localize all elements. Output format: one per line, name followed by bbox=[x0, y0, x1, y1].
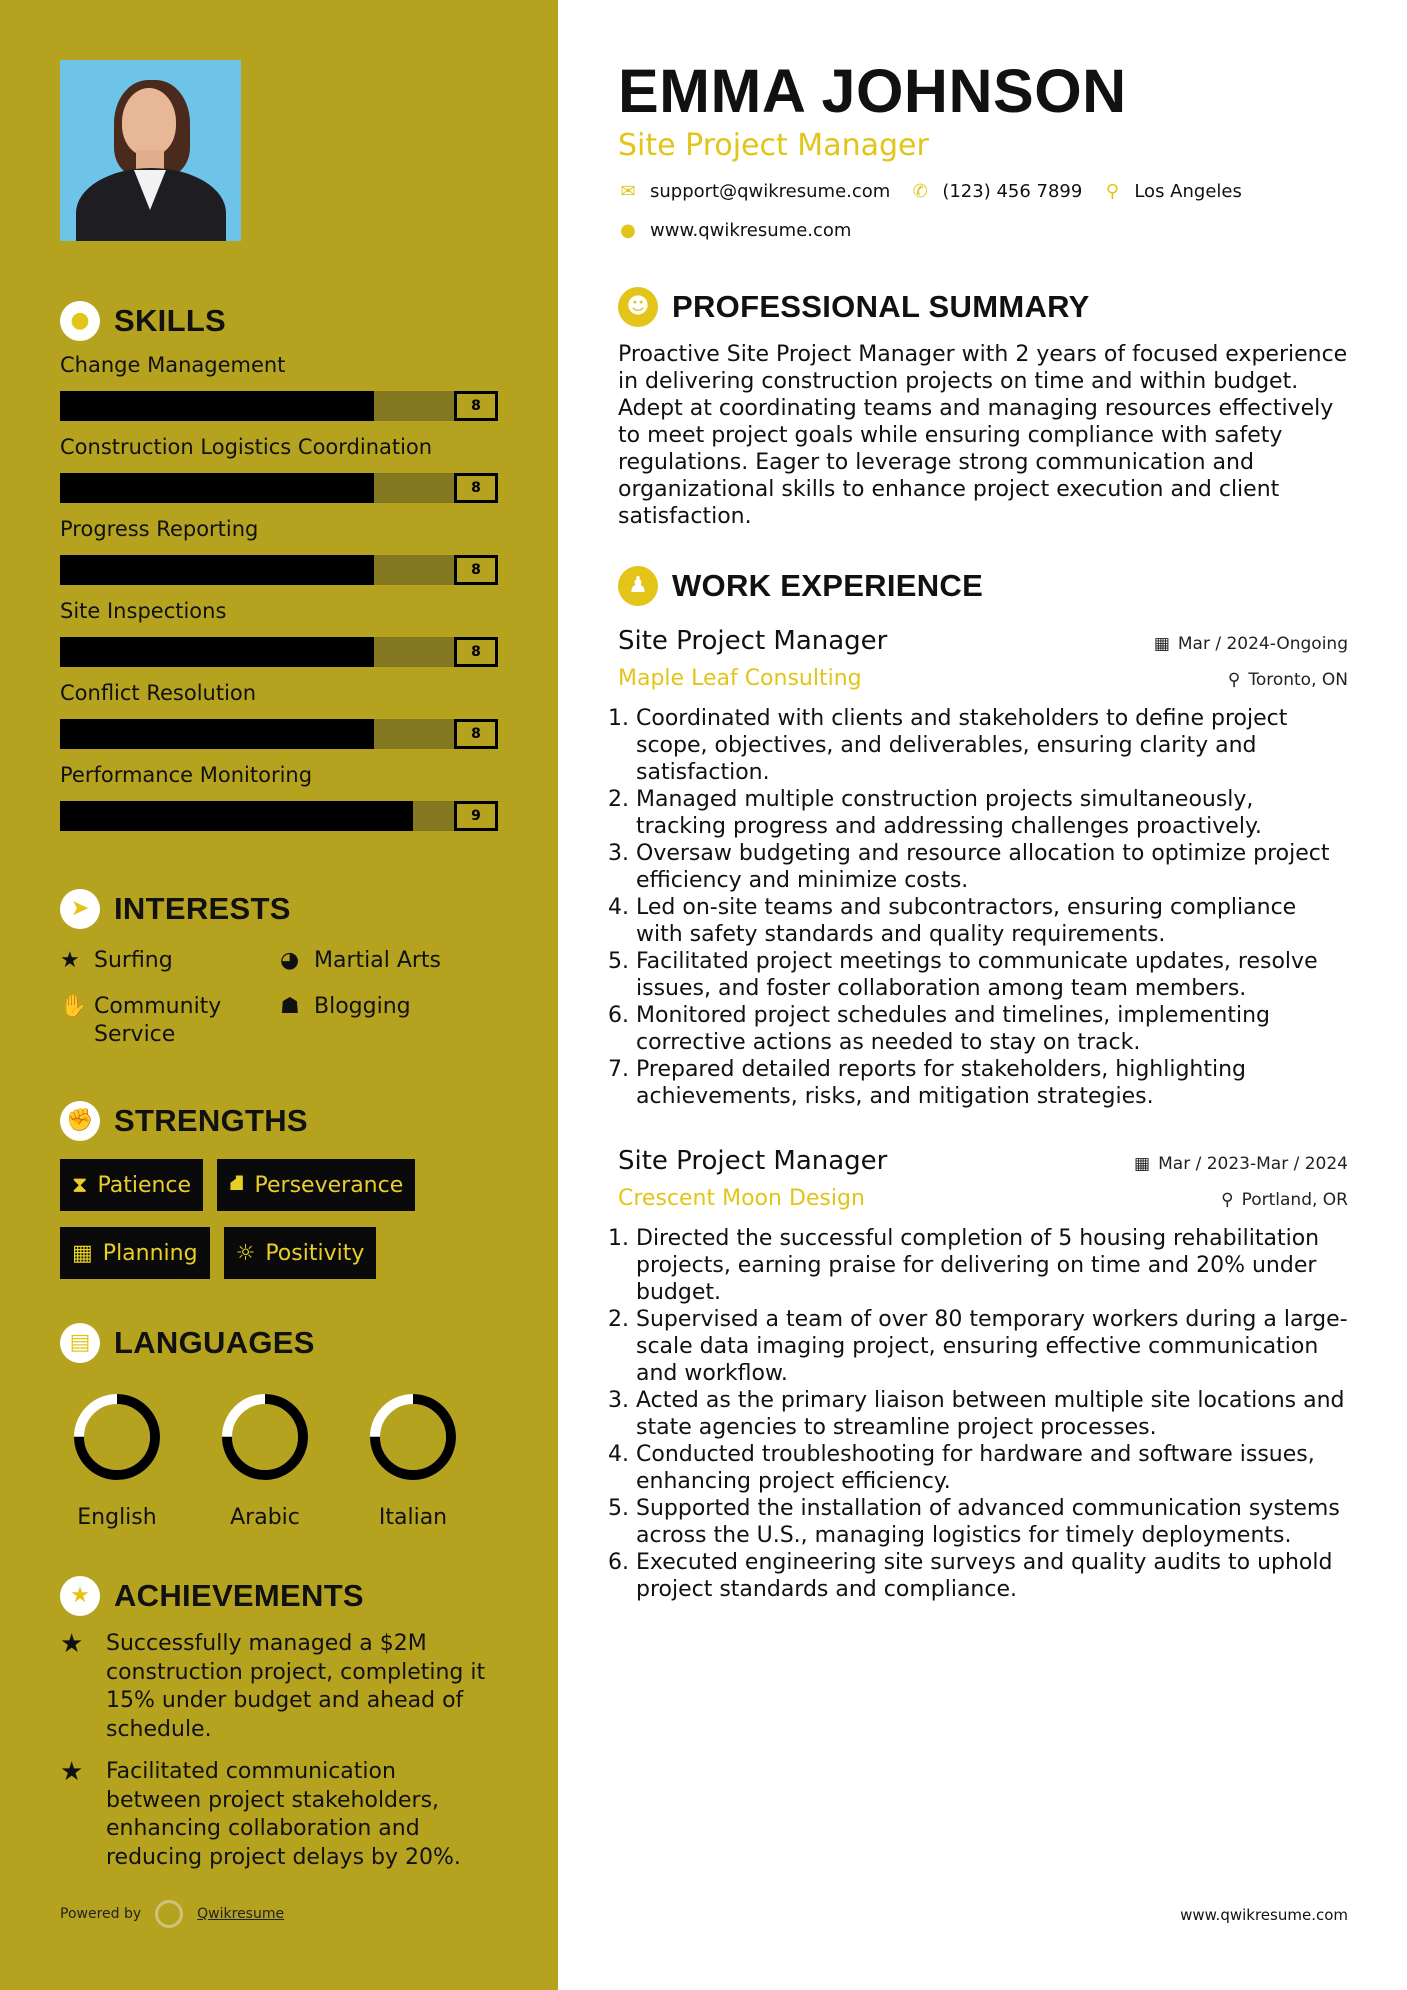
shooting-star-icon: ★ bbox=[60, 1757, 84, 1787]
skill-name: Conflict Resolution bbox=[60, 681, 257, 705]
calendar-icon: ▦ bbox=[1134, 1154, 1151, 1174]
globe-icon: ● bbox=[620, 220, 636, 241]
skill-bar-fill bbox=[60, 637, 374, 667]
skill-bar-track bbox=[60, 473, 480, 503]
skill-bar-fill bbox=[60, 719, 374, 749]
calendar-icon: ▦ bbox=[72, 1240, 93, 1266]
summary-text: Proactive Site Project Manager with 2 years of focused experience in delivering construction projects on time and within budget. Adept at coordinating teams and managing resources effectively to meet project goals while ensuring compliance with safety regulations. Eager to leverage strong communication and organizational skills to enhance project execution and client satisfaction. bbox=[618, 342, 1348, 529]
achievement-text: Successfully managed a $2M construction project, completing it 15% under budget and ahead of schedule. bbox=[106, 1631, 486, 1742]
sidebar bbox=[0, 0, 558, 1990]
task-item: 4. Conducted troubleshooting for hardware and software issues, enhancing project efficiency. bbox=[636, 1441, 1348, 1495]
candidate-name: EMMA JOHNSON bbox=[618, 57, 1127, 125]
achievement-item bbox=[60, 1758, 498, 1872]
interest-item bbox=[60, 947, 280, 975]
location-text: Los Angeles bbox=[1134, 181, 1242, 202]
strength-label: Perseverance bbox=[254, 1172, 404, 1198]
powered-by-label: Powered by bbox=[60, 1906, 142, 1922]
summary-title: PROFESSIONAL SUMMARY bbox=[672, 289, 1090, 324]
job-location bbox=[1228, 670, 1348, 690]
skills-title: SKILLS bbox=[114, 303, 227, 338]
strength-label: Planning bbox=[102, 1240, 198, 1266]
sun-icon: ☼ bbox=[235, 1240, 256, 1266]
skill-name: Change Management bbox=[60, 353, 286, 377]
job-entry bbox=[618, 1146, 1348, 1603]
company-name: Maple Leaf Consulting bbox=[618, 666, 862, 691]
skill-bar bbox=[60, 473, 498, 503]
interest-label: Martial Arts bbox=[314, 948, 442, 973]
strength-tag bbox=[224, 1227, 377, 1279]
skill-bar-track bbox=[60, 391, 480, 421]
skill-bar bbox=[60, 391, 498, 421]
task-item: 4. Led on-site teams and subcontractors, ensuring compliance with safety standards and quality requirements. bbox=[636, 894, 1348, 948]
pushpin-icon: ⚲ bbox=[1221, 1190, 1234, 1210]
interest-item bbox=[280, 993, 500, 1049]
language-name: Arabic bbox=[230, 1505, 300, 1530]
hourglass-icon: ⧗ bbox=[72, 1172, 88, 1198]
language-ring bbox=[71, 1391, 163, 1483]
email-icon: ✉ bbox=[620, 181, 636, 202]
summary-section bbox=[618, 287, 1348, 530]
phone-icon: ✆ bbox=[912, 181, 928, 202]
skill-bar-fill bbox=[60, 555, 374, 585]
languages-title: LANGUAGES bbox=[114, 1325, 315, 1360]
skill-level-badge: 8 bbox=[454, 555, 498, 585]
experience-title: WORK EXPERIENCE bbox=[672, 568, 984, 603]
task-item: 2. Supervised a team of over 80 temporary workers during a large-scale data imaging project, ensuring effective communication and workflow. bbox=[636, 1306, 1348, 1387]
job-header bbox=[618, 626, 1348, 656]
job-title: Site Project Manager bbox=[618, 626, 888, 656]
contact-info bbox=[618, 181, 1348, 241]
language-item bbox=[356, 1391, 470, 1530]
achievement-text: Facilitated communication between project stakeholders, enhancing collaboration and reducing project delays by 20%. bbox=[106, 1759, 461, 1870]
task-item: 3. Oversaw budgeting and resource allocation to optimize project efficiency and minimize costs. bbox=[636, 840, 1348, 894]
phone-text[interactable]: (123) 456 7899 bbox=[942, 181, 1083, 202]
job-subheader bbox=[618, 1186, 1348, 1211]
skill-level-badge: 9 bbox=[454, 801, 498, 831]
email-text[interactable]: support@qwikresume.com bbox=[650, 181, 891, 202]
user-icon: ☻ bbox=[618, 287, 658, 327]
users-icon: ☗ bbox=[280, 994, 300, 1019]
language-item bbox=[208, 1391, 322, 1530]
skill-name: Site Inspections bbox=[60, 599, 227, 623]
interest-label: Community Service bbox=[94, 994, 222, 1047]
job-title: Site Project Manager bbox=[618, 1146, 888, 1176]
strengths-section bbox=[60, 1101, 498, 1279]
language-ring bbox=[219, 1391, 311, 1483]
skill-bar-track bbox=[60, 719, 480, 749]
task-item: 7. Prepared detailed reports for stakeholders, highlighting achievements, risks, and mitigation strategies. bbox=[636, 1056, 1348, 1110]
powered-by bbox=[60, 1900, 284, 1928]
job-location-text: Portland, OR bbox=[1241, 1190, 1348, 1210]
language-icon: ▤ bbox=[60, 1323, 100, 1363]
strength-label: Patience bbox=[97, 1172, 192, 1198]
task-item: 1. Coordinated with clients and stakeholders to define project scope, objectives, and deliverables, ensuring clarity and satisfaction. bbox=[636, 705, 1348, 786]
paper-plane-icon: ➤ bbox=[60, 889, 100, 929]
skill-level-badge: 8 bbox=[454, 637, 498, 667]
qwikresume-link[interactable]: Qwikresume bbox=[197, 1906, 285, 1922]
languages-section bbox=[60, 1323, 498, 1530]
main-content bbox=[618, 0, 1348, 1603]
strength-label: Positivity bbox=[265, 1240, 365, 1266]
star-badge-icon: ★ bbox=[60, 1576, 100, 1616]
skill-name: Progress Reporting bbox=[60, 517, 259, 541]
hand-icon: ✋ bbox=[60, 994, 88, 1019]
calendar-icon: ▦ bbox=[1153, 634, 1170, 654]
job-dates-text: Mar / 2023-Mar / 2024 bbox=[1158, 1154, 1348, 1174]
job-location-text: Toronto, ON bbox=[1248, 670, 1348, 690]
task-list bbox=[618, 705, 1348, 1110]
road-icon: ⛘ bbox=[229, 1171, 245, 1196]
fist-icon: ✊ bbox=[60, 1101, 100, 1141]
skill-bar-fill bbox=[60, 473, 374, 503]
skill-bar bbox=[60, 637, 498, 667]
skill-name: Performance Monitoring bbox=[60, 763, 313, 787]
lightbulb-icon: ● bbox=[60, 301, 100, 341]
job-header bbox=[618, 1146, 1348, 1176]
language-ring-center bbox=[235, 1407, 295, 1467]
achievements-title: ACHIEVEMENTS bbox=[114, 1578, 364, 1613]
language-ring bbox=[367, 1391, 459, 1483]
star-icon: ★ bbox=[60, 948, 80, 973]
interest-item bbox=[280, 947, 500, 975]
task-item: 3. Acted as the primary liaison between multiple site locations and state agencies to streamline project processes. bbox=[636, 1387, 1348, 1441]
language-name: English bbox=[77, 1505, 157, 1530]
skill-bar bbox=[60, 801, 498, 831]
job-dates bbox=[1134, 1154, 1348, 1174]
skill-bar bbox=[60, 555, 498, 585]
skill-bar-fill bbox=[60, 391, 374, 421]
strength-tag bbox=[60, 1227, 210, 1279]
language-name: Italian bbox=[378, 1505, 448, 1530]
chair-icon: ♟ bbox=[618, 566, 658, 606]
globe-icon: ◕ bbox=[280, 948, 300, 973]
skill-bar-fill bbox=[60, 801, 413, 831]
skill-bar-track bbox=[60, 801, 480, 831]
skill-bar-track bbox=[60, 637, 480, 667]
experience-section bbox=[618, 566, 1348, 1603]
task-item: 5. Supported the installation of advanced communication systems across the U.S., managing logistics for timely deployments. bbox=[636, 1495, 1348, 1549]
qwikresume-logo-icon bbox=[155, 1900, 183, 1928]
skill-level-badge: 8 bbox=[454, 473, 498, 503]
skill-level-badge: 8 bbox=[454, 391, 498, 421]
job-dates-text: Mar / 2024-Ongoing bbox=[1177, 634, 1348, 654]
language-item bbox=[60, 1391, 174, 1530]
pushpin-icon: ⚲ bbox=[1227, 670, 1241, 690]
strength-tag bbox=[60, 1159, 203, 1211]
interest-item bbox=[60, 993, 280, 1049]
achievement-item bbox=[60, 1630, 498, 1744]
skill-name: Construction Logistics Coordination bbox=[60, 435, 433, 459]
achievements-section bbox=[60, 1576, 498, 1872]
company-name: Crescent Moon Design bbox=[618, 1186, 865, 1211]
skill-bar bbox=[60, 719, 498, 749]
task-item: 6. Executed engineering site surveys and quality audits to uphold project standards and compliance. bbox=[636, 1549, 1348, 1603]
job-dates bbox=[1154, 634, 1348, 654]
skill-bar-track bbox=[60, 555, 480, 585]
skill-level-badge: 8 bbox=[454, 719, 498, 749]
task-item: 5. Facilitated project meetings to communicate updates, resolve issues, and foster collaboration among team members. bbox=[636, 948, 1348, 1002]
footer-website[interactable]: www.qwikresume.com bbox=[1180, 1906, 1348, 1924]
interests-section bbox=[60, 889, 498, 1049]
strength-tag bbox=[217, 1159, 415, 1211]
skills-section bbox=[60, 301, 498, 831]
profile-photo bbox=[60, 60, 241, 241]
job-entry bbox=[618, 626, 1348, 1110]
candidate-role: Site Project Manager bbox=[618, 128, 929, 163]
task-item: 1. Directed the successful completion of 5 housing rehabilitation projects, earning praise for delivering on time and 20% under budget. bbox=[636, 1225, 1348, 1306]
interests-title: INTERESTS bbox=[114, 891, 291, 926]
website-text[interactable]: www.qwikresume.com bbox=[650, 220, 852, 241]
job-subheader bbox=[618, 666, 1348, 691]
job-location bbox=[1221, 1190, 1348, 1210]
language-ring-center bbox=[87, 1407, 147, 1467]
task-item: 2. Managed multiple construction projects simultaneously, tracking progress and addressing challenges proactively. bbox=[636, 786, 1348, 840]
strengths-title: STRENGTHS bbox=[114, 1103, 308, 1138]
task-list bbox=[618, 1225, 1348, 1603]
interest-label: Surfing bbox=[94, 948, 173, 973]
location-pin-icon: ⚲ bbox=[1105, 181, 1119, 202]
task-item: 6. Monitored project schedules and timelines, implementing corrective actions as needed to stay on track. bbox=[636, 1002, 1348, 1056]
interest-label: Blogging bbox=[314, 994, 411, 1019]
language-ring-center bbox=[383, 1407, 443, 1467]
shooting-star-icon: ★ bbox=[60, 1629, 84, 1659]
